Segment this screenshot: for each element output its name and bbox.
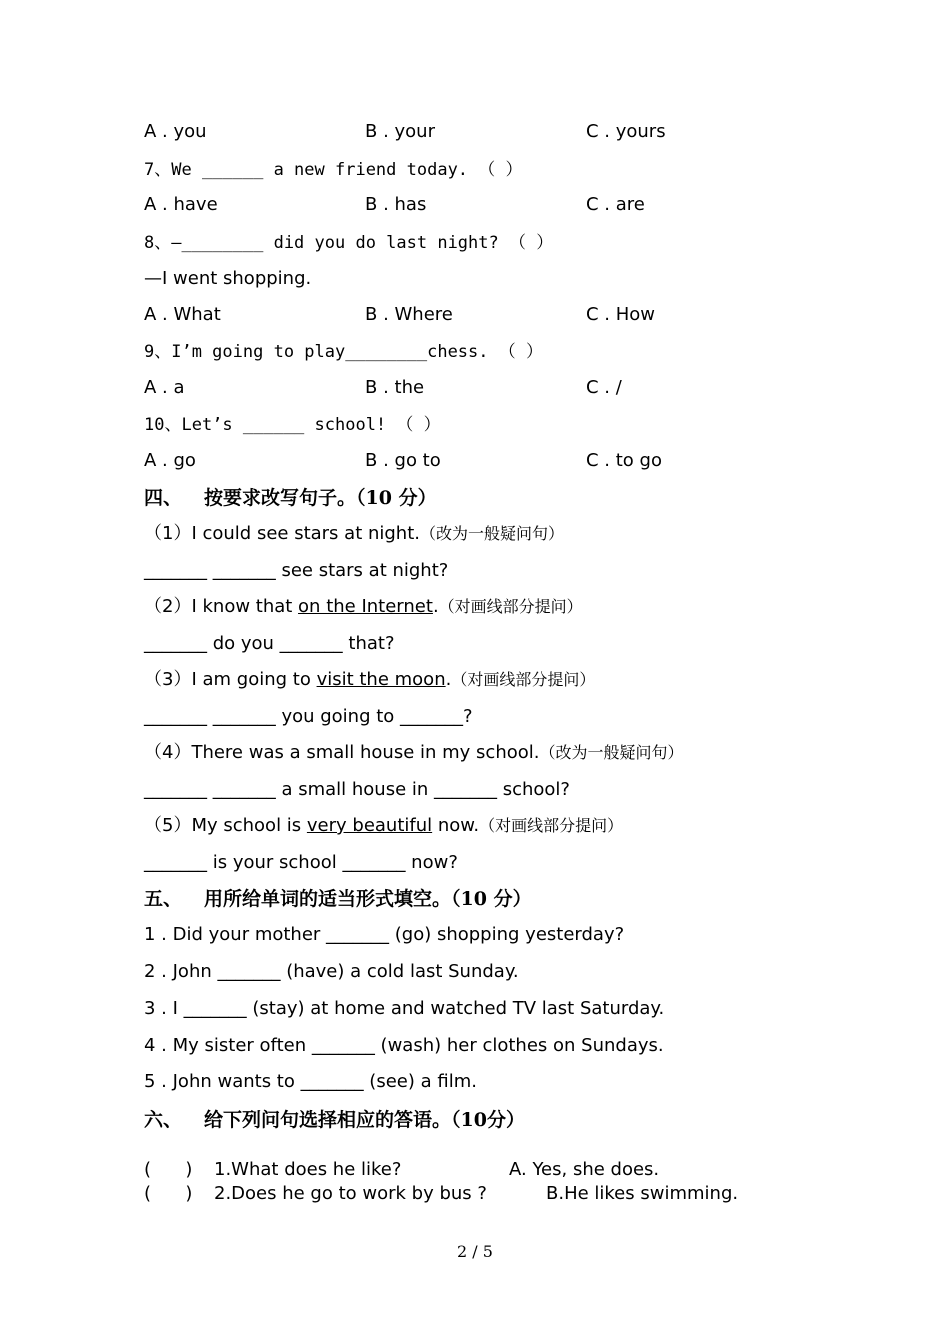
section-5-title: 用所给单词的适当形式填空。（10 分）	[204, 888, 532, 910]
q10-option-c: C . to go	[586, 450, 662, 471]
q9-option-a: A . a	[144, 377, 185, 398]
answer-paren-1: ( )	[144, 1159, 193, 1180]
section-4-item-2	[144, 595, 583, 619]
section-4-answer-5: _______ is your school _______ now?	[144, 852, 458, 873]
q10-stem: 10、Let’s ______ school! （ ）	[144, 415, 441, 435]
item-text-end: .	[445, 669, 452, 690]
q7-option-a: A . have	[144, 194, 218, 215]
underlined-phrase: visit the moon	[316, 669, 446, 690]
section-4-heading	[144, 485, 437, 511]
page-number: 2 / 5	[457, 1242, 493, 1261]
item-text-end: now.	[432, 815, 480, 836]
section-5-number: 五、	[144, 888, 183, 910]
q8-option-a: A . What	[144, 304, 221, 325]
item-text-end: .	[432, 596, 439, 617]
q7-option-b: B . has	[365, 194, 427, 215]
section-4-answer-4: _______ _______ a small house in _______ school?	[144, 779, 570, 800]
section-6-number: 六、	[144, 1109, 183, 1131]
section-4-item-1	[144, 522, 564, 546]
q6-option-b: B . your	[365, 121, 435, 142]
item-text: （1）I could see stars at night.	[144, 523, 420, 544]
q10-option-b: B . go to	[365, 450, 441, 471]
section-4-answer-3: _______ _______ you going to _______?	[144, 706, 473, 727]
q10-option-a: A . go	[144, 450, 196, 471]
section-4-item-5	[144, 814, 623, 838]
section-5-item-1: 1 . Did your mother _______ (go) shopping yesterday?	[144, 924, 625, 945]
item-text: （2）I know that	[144, 596, 299, 617]
item-instruction: （改为一般疑问句）	[420, 524, 565, 543]
underlined-phrase: on the Internet	[298, 596, 433, 617]
q8-option-c: C . How	[586, 304, 656, 325]
q8-stem: 8、—________ did you do last night? （ ）	[144, 233, 554, 253]
section-6-title: 给下列问句选择相应的答语。（10分）	[204, 1109, 525, 1131]
section-4-answer-1: _______ _______ see stars at night?	[144, 560, 449, 581]
section-5-item-3: 3 . I _______ (stay) at home and watched TV last Saturday.	[144, 998, 665, 1019]
q7-stem: 7、We ______ a new friend today. （ ）	[144, 160, 523, 180]
item-text: （5）My school is	[144, 815, 307, 836]
section-4-item-4	[144, 741, 684, 765]
section-5-heading	[144, 886, 532, 912]
q8-answer-line: —I went shopping.	[144, 268, 312, 289]
q9-stem: 9、I’m going to play________chess. （ ）	[144, 342, 543, 362]
section-5-item-5: 5 . John wants to _______ (see) a film.	[144, 1071, 477, 1092]
q9-option-c: C . /	[586, 377, 622, 398]
item-instruction: （对画线部分提问）	[438, 597, 583, 616]
match-question-2: 2.Does he go to work by bus ?	[214, 1183, 487, 1204]
q6-option-a: A . you	[144, 121, 207, 142]
item-instruction: （改为一般疑问句）	[539, 743, 684, 762]
section-5-item-4: 4 . My sister often _______ (wash) her clothes on Sundays.	[144, 1035, 664, 1056]
section-4-answer-2: _______ do you _______ that?	[144, 633, 395, 654]
section-4-item-3	[144, 668, 595, 692]
item-instruction: （对画线部分提问）	[451, 670, 596, 689]
section-5-item-2: 2 . John _______ (have) a cold last Sunday.	[144, 961, 519, 982]
match-answer-b: B.He likes swimming.	[546, 1183, 739, 1204]
match-question-1: 1.What does he like?	[214, 1159, 402, 1180]
section-4-number: 四、	[144, 487, 183, 509]
section-4-title: 按要求改写句子。（10 分）	[204, 487, 437, 509]
item-text: （4）There was a small house in my school.	[144, 742, 540, 763]
section-6-heading	[144, 1107, 525, 1133]
q6-option-c: C . yours	[586, 121, 666, 142]
match-answer-a: A. Yes, she does.	[509, 1159, 660, 1180]
q9-option-b: B . the	[365, 377, 425, 398]
q7-option-c: C . are	[586, 194, 645, 215]
underlined-phrase: very beautiful	[306, 815, 433, 836]
answer-paren-2: ( )	[144, 1183, 193, 1204]
item-instruction: （对画线部分提问）	[479, 816, 624, 835]
item-text: （3）I am going to	[144, 669, 317, 690]
q8-option-b: B . Where	[365, 304, 453, 325]
